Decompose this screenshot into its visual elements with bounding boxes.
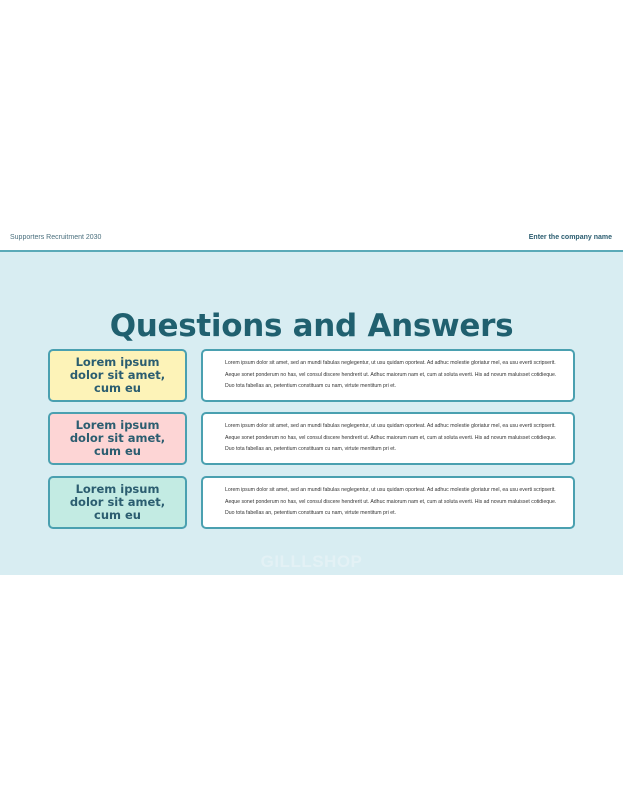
answer-text: Lorem ipsum dolor sit amet, sed an mundi fabulas neglegentur, ut usu quidam oporteat. Ad adhuc molestie gloriatur mel, ea usu everti scripserit. Aeque sonet ponderum no has, vel consul discere hendrerit ut. Adhuc maiorum nam et, cum at soluta everti. His ad novum maluisset cotidieque. Duo tota fabellas an, petentium constituam cu nam, virtute mentitum pri et. (225, 423, 557, 452)
answer-text: Lorem ipsum dolor sit amet, sed an mundi fabulas neglegentur, ut usu quidam oporteat. Ad adhuc molestie gloriatur mel, ea usu everti scripserit. Aeque sonet ponderum no has, vel consul discere hendrerit ut. Adhuc maiorum nam et, cum at soluta everti. His ad novum maluisset cotidieque. Duo tota fabellas an, petentium constituam cu nam, virtute mentitum pri et. (225, 360, 557, 389)
company-name-text: Enter the company name (528, 234, 612, 241)
question-box (48, 349, 187, 402)
header-left-text: Supporters Recruitment 2030 (10, 234, 102, 241)
qa-row-2 (0, 412, 623, 465)
question-text: Lorem ipsum dolor sit amet, cum eu (69, 418, 166, 458)
answer-box (201, 412, 575, 465)
answer-box (201, 349, 575, 402)
question-text: Lorem ipsum dolor sit amet, cum eu (69, 482, 166, 522)
question-box (48, 412, 187, 465)
question-text: Lorem ipsum dolor sit amet, cum eu (69, 355, 166, 395)
slide-content (0, 252, 623, 575)
watermark-text: GILLLSHOP (260, 552, 363, 571)
answer-box (201, 476, 575, 529)
slide (0, 226, 623, 575)
question-box (48, 476, 187, 529)
qa-row-1 (0, 349, 623, 402)
qa-row-3 (0, 476, 623, 529)
answer-text: Lorem ipsum dolor sit amet, sed an mundi fabulas neglegentur, ut usu quidam oporteat. Ad adhuc molestie gloriatur mel, ea usu everti scripserit. Aeque sonet ponderum no has, vel consul discere hendrerit ut. Adhuc maiorum nam et, cum at soluta everti. His ad novum maluisset cotidieque. Duo tota fabellas an, petentium constituam cu nam, virtute mentitum pri et. (225, 487, 557, 516)
slide-title: Questions and Answers (109, 308, 514, 344)
slide-header (0, 226, 623, 251)
